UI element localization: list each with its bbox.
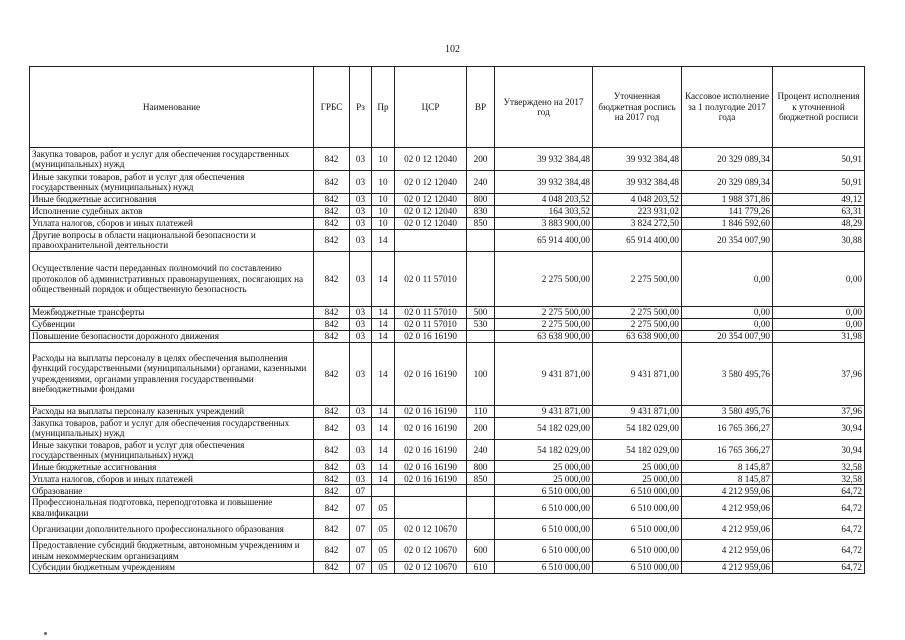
cell-pr: 10 (372, 206, 395, 218)
cell-percent: 37,96 (773, 405, 865, 417)
cell-vr (467, 519, 495, 540)
cell-name: Расходы на выплаты персоналу в целях обеспечения выполнения функций государственными (муниципальными) органами, казенными учреждениями, органами управления государственными внебюджетными фондами (30, 342, 314, 405)
cell-approved: 65 914 400,00 (495, 230, 593, 252)
cell-percent: 30,94 (773, 417, 865, 439)
cell-rz: 03 (350, 417, 372, 439)
cell-percent: 0,00 (773, 251, 865, 306)
cell-grbs: 842 (314, 405, 350, 417)
cell-csr: 02 0 16 16190 (395, 461, 467, 473)
cell-approved: 9 431 871,00 (495, 342, 593, 405)
cell-refined: 3 824 272,50 (593, 218, 682, 230)
table-row (30, 306, 865, 318)
cell-refined: 6 510 000,00 (593, 562, 682, 574)
cell-pr: 05 (372, 519, 395, 540)
cell-refined: 54 182 029,00 (593, 417, 682, 439)
cell-refined: 9 431 871,00 (593, 342, 682, 405)
cell-csr (395, 230, 467, 252)
cell-approved: 54 182 029,00 (495, 439, 593, 461)
cell-pr: 14 (372, 306, 395, 318)
table-row (30, 171, 865, 194)
cell-name: Образование (30, 485, 314, 497)
cell-name: Профессиональная подготовка, переподготовка и повышение квалификации (30, 497, 314, 519)
cell-csr: 02 0 12 12040 (395, 194, 467, 206)
cell-cash: 16 765 366,27 (682, 439, 773, 461)
cell-csr: 02 0 12 12040 (395, 218, 467, 230)
cell-name: Субвенции (30, 318, 314, 330)
cell-pr: 05 (372, 562, 395, 574)
cell-refined: 6 510 000,00 (593, 540, 682, 562)
cell-rz: 03 (350, 405, 372, 417)
cell-pr: 14 (372, 417, 395, 439)
cell-rz: 03 (350, 171, 372, 194)
cell-approved: 6 510 000,00 (495, 519, 593, 540)
cell-refined: 2 275 500,00 (593, 306, 682, 318)
cell-name: Субсидии бюджетным учреждениям (30, 562, 314, 574)
cell-grbs: 842 (314, 342, 350, 405)
header-pr: Пр (372, 67, 395, 148)
cell-pr: 10 (372, 194, 395, 206)
cell-vr (467, 251, 495, 306)
table-row (30, 485, 865, 497)
cell-rz: 07 (350, 562, 372, 574)
cell-approved: 6 510 000,00 (495, 540, 593, 562)
cell-grbs: 842 (314, 540, 350, 562)
cell-pr (372, 485, 395, 497)
header-grbs: ГРБС (314, 67, 350, 148)
cell-vr: 830 (467, 206, 495, 218)
cell-csr: 02 0 16 16190 (395, 473, 467, 485)
cell-vr: 850 (467, 218, 495, 230)
cell-csr: 02 0 16 16190 (395, 439, 467, 461)
cell-name: Исполнение судебных актов (30, 206, 314, 218)
scan-mark (44, 632, 47, 635)
table-header-row (30, 67, 865, 148)
cell-rz: 03 (350, 148, 372, 171)
cell-grbs: 842 (314, 497, 350, 519)
cell-approved: 6 510 000,00 (495, 485, 593, 497)
cell-grbs: 842 (314, 485, 350, 497)
cell-vr: 240 (467, 439, 495, 461)
cell-percent: 63,31 (773, 206, 865, 218)
cell-refined: 6 510 000,00 (593, 519, 682, 540)
table-row (30, 497, 865, 519)
cell-csr: 02 0 12 12040 (395, 148, 467, 171)
cell-vr: 240 (467, 171, 495, 194)
table-row (30, 148, 865, 171)
cell-rz: 07 (350, 519, 372, 540)
cell-cash: 0,00 (682, 306, 773, 318)
cell-approved: 54 182 029,00 (495, 417, 593, 439)
cell-rz: 07 (350, 497, 372, 519)
cell-rz: 03 (350, 218, 372, 230)
cell-csr: 02 0 11 57010 (395, 251, 467, 306)
cell-grbs: 842 (314, 461, 350, 473)
cell-refined: 6 510 000,00 (593, 497, 682, 519)
cell-csr: 02 0 16 16190 (395, 405, 467, 417)
cell-vr (467, 485, 495, 497)
cell-csr (395, 497, 467, 519)
cell-csr: 02 0 16 16190 (395, 330, 467, 342)
cell-approved: 25 000,00 (495, 461, 593, 473)
cell-grbs: 842 (314, 206, 350, 218)
cell-pr: 14 (372, 251, 395, 306)
cell-cash: 8 145,87 (682, 461, 773, 473)
header-cash: Кассовое исполнение за 1 полугодие 2017 года (682, 67, 773, 148)
cell-percent: 48,29 (773, 218, 865, 230)
header-name: Наименование (30, 67, 314, 148)
cell-percent: 50,91 (773, 148, 865, 171)
cell-cash: 20 354 007,90 (682, 230, 773, 252)
table-row (30, 342, 865, 405)
cell-refined: 9 431 871,00 (593, 405, 682, 417)
cell-cash: 1 988 371,86 (682, 194, 773, 206)
cell-csr: 02 0 16 16190 (395, 342, 467, 405)
cell-percent: 64,72 (773, 562, 865, 574)
table-row (30, 417, 865, 439)
cell-percent: 64,72 (773, 540, 865, 562)
cell-vr (467, 230, 495, 252)
cell-pr: 14 (372, 230, 395, 252)
cell-rz: 03 (350, 342, 372, 405)
table-row (30, 405, 865, 417)
cell-rz: 07 (350, 540, 372, 562)
cell-pr: 10 (372, 148, 395, 171)
cell-refined: 25 000,00 (593, 473, 682, 485)
cell-grbs: 842 (314, 318, 350, 330)
table-row (30, 318, 865, 330)
table-row (30, 461, 865, 473)
cell-percent: 32,58 (773, 473, 865, 485)
cell-csr: 02 0 12 12040 (395, 171, 467, 194)
cell-pr: 14 (372, 439, 395, 461)
cell-pr: 05 (372, 540, 395, 562)
cell-percent: 64,72 (773, 519, 865, 540)
cell-approved: 9 431 871,00 (495, 405, 593, 417)
cell-percent: 37,96 (773, 342, 865, 405)
cell-name: Уплата налогов, сборов и иных платежей (30, 473, 314, 485)
cell-name: Организации дополнительного профессионального образования (30, 519, 314, 540)
cell-grbs: 842 (314, 473, 350, 485)
cell-refined: 4 048 203,52 (593, 194, 682, 206)
cell-vr: 110 (467, 405, 495, 417)
cell-percent: 31,98 (773, 330, 865, 342)
cell-name: Расходы на выплаты персоналу казенных учреждений (30, 405, 314, 417)
cell-pr: 14 (372, 342, 395, 405)
cell-refined: 39 932 384,48 (593, 171, 682, 194)
cell-refined: 223 931,02 (593, 206, 682, 218)
table-row (30, 218, 865, 230)
cell-grbs: 842 (314, 251, 350, 306)
cell-cash: 0,00 (682, 318, 773, 330)
cell-cash: 141 779,26 (682, 206, 773, 218)
table-row (30, 540, 865, 562)
cell-approved: 39 932 384,48 (495, 148, 593, 171)
cell-percent: 64,72 (773, 497, 865, 519)
table-row (30, 439, 865, 461)
cell-rz: 03 (350, 206, 372, 218)
budget-table (29, 66, 865, 574)
cell-vr: 610 (467, 562, 495, 574)
header-percent: Процент исполнения к уточненной бюджетной росписи (773, 67, 865, 148)
cell-vr (467, 330, 495, 342)
cell-vr: 530 (467, 318, 495, 330)
cell-pr: 14 (372, 318, 395, 330)
cell-cash: 3 580 495,76 (682, 342, 773, 405)
cell-grbs: 842 (314, 148, 350, 171)
cell-cash: 20 329 089,34 (682, 148, 773, 171)
cell-cash: 1 846 592,60 (682, 218, 773, 230)
cell-cash: 8 145,87 (682, 473, 773, 485)
cell-pr: 14 (372, 461, 395, 473)
cell-grbs: 842 (314, 171, 350, 194)
cell-cash: 4 212 959,06 (682, 485, 773, 497)
cell-name: Закупка товаров, работ и услуг для обеспечения государственных (муниципальных) нужд (30, 417, 314, 439)
cell-grbs: 842 (314, 194, 350, 206)
cell-grbs: 842 (314, 306, 350, 318)
cell-csr (395, 485, 467, 497)
cell-vr: 200 (467, 148, 495, 171)
cell-approved: 2 275 500,00 (495, 318, 593, 330)
cell-name: Иные бюджетные ассигнования (30, 461, 314, 473)
cell-rz: 07 (350, 485, 372, 497)
cell-name: Другие вопросы в области национальной безопасности и правоохранительной деятельности (30, 230, 314, 252)
header-rz: Рз (350, 67, 372, 148)
cell-refined: 63 638 900,00 (593, 330, 682, 342)
cell-cash: 3 580 495,76 (682, 405, 773, 417)
cell-approved: 25 000,00 (495, 473, 593, 485)
cell-approved: 63 638 900,00 (495, 330, 593, 342)
cell-pr: 14 (372, 473, 395, 485)
header-vr: ВР (467, 67, 495, 148)
cell-percent: 30,88 (773, 230, 865, 252)
cell-approved: 39 932 384,48 (495, 171, 593, 194)
cell-percent: 32,58 (773, 461, 865, 473)
cell-grbs: 842 (314, 218, 350, 230)
cell-pr: 05 (372, 497, 395, 519)
cell-cash: 20 329 089,34 (682, 171, 773, 194)
table-row (30, 330, 865, 342)
cell-name: Иные закупки товаров, работ и услуг для обеспечения государственных (муниципальных) нужд (30, 439, 314, 461)
cell-rz: 03 (350, 318, 372, 330)
cell-approved: 2 275 500,00 (495, 306, 593, 318)
cell-csr: 02 0 11 57010 (395, 318, 467, 330)
cell-name: Иные бюджетные ассигнования (30, 194, 314, 206)
cell-pr: 14 (372, 330, 395, 342)
cell-rz: 03 (350, 461, 372, 473)
cell-rz: 03 (350, 330, 372, 342)
cell-approved: 6 510 000,00 (495, 497, 593, 519)
cell-rz: 03 (350, 473, 372, 485)
cell-vr: 500 (467, 306, 495, 318)
cell-grbs: 842 (314, 417, 350, 439)
page-number: 102 (445, 44, 460, 55)
table-row (30, 251, 865, 306)
cell-cash: 4 212 959,06 (682, 562, 773, 574)
cell-vr: 800 (467, 194, 495, 206)
cell-approved: 164 303,52 (495, 206, 593, 218)
cell-pr: 14 (372, 405, 395, 417)
cell-name: Иные закупки товаров, работ и услуг для обеспечения государственных (муниципальных) нужд (30, 171, 314, 194)
cell-cash: 20 354 007,90 (682, 330, 773, 342)
cell-refined: 65 914 400,00 (593, 230, 682, 252)
table-row (30, 562, 865, 574)
cell-name: Закупка товаров, работ и услуг для обеспечения государственных (муниципальных) нужд (30, 148, 314, 171)
cell-approved: 6 510 000,00 (495, 562, 593, 574)
cell-name: Осуществление части переданных полномочий по составлению протоколов об административных правонарушениях, посягающих на общественный порядок и общественную безопасность (30, 251, 314, 306)
cell-cash: 4 212 959,06 (682, 519, 773, 540)
header-approved: Утверждено на 2017 год (495, 67, 593, 148)
cell-cash: 16 765 366,27 (682, 417, 773, 439)
cell-rz: 03 (350, 251, 372, 306)
cell-csr: 02 0 12 10670 (395, 540, 467, 562)
table-row (30, 230, 865, 252)
cell-vr: 200 (467, 417, 495, 439)
cell-rz: 03 (350, 306, 372, 318)
cell-grbs: 842 (314, 439, 350, 461)
cell-refined: 25 000,00 (593, 461, 682, 473)
table-row (30, 519, 865, 540)
cell-percent: 50,91 (773, 171, 865, 194)
cell-rz: 03 (350, 439, 372, 461)
cell-cash: 4 212 959,06 (682, 540, 773, 562)
cell-refined: 2 275 500,00 (593, 251, 682, 306)
cell-rz: 03 (350, 230, 372, 252)
cell-rz: 03 (350, 194, 372, 206)
cell-vr: 600 (467, 540, 495, 562)
header-refined: Уточненная бюджетная роспись на 2017 год (593, 67, 682, 148)
cell-csr: 02 0 12 12040 (395, 206, 467, 218)
cell-refined: 39 932 384,48 (593, 148, 682, 171)
cell-csr: 02 0 12 10670 (395, 562, 467, 574)
cell-name: Межбюджетные трансферты (30, 306, 314, 318)
table-row (30, 473, 865, 485)
cell-cash: 0,00 (682, 251, 773, 306)
cell-csr: 02 0 16 16190 (395, 417, 467, 439)
cell-csr: 02 0 11 57010 (395, 306, 467, 318)
cell-vr (467, 497, 495, 519)
cell-name: Предоставление субсидий бюджетным, автономным учреждениям и иным некоммерческим организациям (30, 540, 314, 562)
cell-name: Уплата налогов, сборов и иных платежей (30, 218, 314, 230)
table-row (30, 194, 865, 206)
cell-vr: 800 (467, 461, 495, 473)
table-row (30, 206, 865, 218)
cell-refined: 6 510 000,00 (593, 485, 682, 497)
cell-vr: 100 (467, 342, 495, 405)
cell-csr: 02 0 12 10670 (395, 519, 467, 540)
cell-refined: 54 182 029,00 (593, 439, 682, 461)
cell-pr: 10 (372, 218, 395, 230)
cell-refined: 2 275 500,00 (593, 318, 682, 330)
cell-percent: 64,72 (773, 485, 865, 497)
cell-grbs: 842 (314, 230, 350, 252)
cell-pr: 10 (372, 171, 395, 194)
cell-approved: 4 048 203,52 (495, 194, 593, 206)
cell-percent: 49,12 (773, 194, 865, 206)
cell-grbs: 842 (314, 519, 350, 540)
header-csr: ЦСР (395, 67, 467, 148)
cell-percent: 0,00 (773, 306, 865, 318)
cell-grbs: 842 (314, 562, 350, 574)
table-body (30, 148, 865, 574)
cell-percent: 0,00 (773, 318, 865, 330)
cell-grbs: 842 (314, 330, 350, 342)
cell-name: Повышение безопасности дорожного движения (30, 330, 314, 342)
cell-percent: 30,94 (773, 439, 865, 461)
cell-approved: 2 275 500,00 (495, 251, 593, 306)
cell-cash: 4 212 959,06 (682, 497, 773, 519)
cell-approved: 3 883 900,00 (495, 218, 593, 230)
cell-vr: 850 (467, 473, 495, 485)
